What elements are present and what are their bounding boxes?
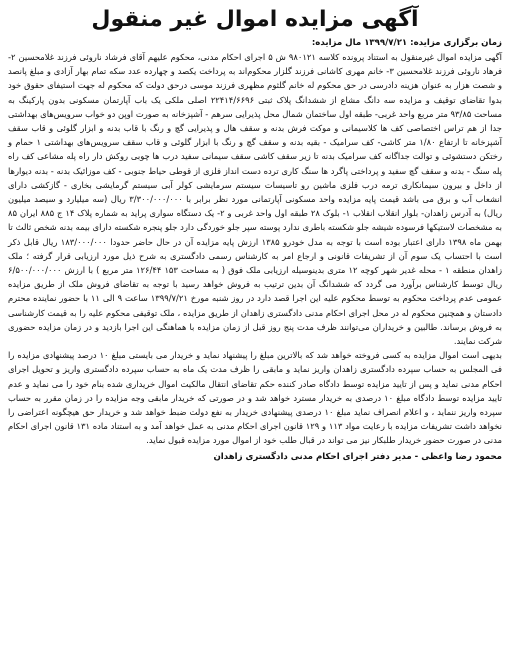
notice-paragraph-main: آگهی مزایده اموال غیرمنقول به استناد پرونده کلاسه ۹۸۰۱۲۱ ش ۵ اجرای احکام مدنی، محکوم علیهم آقای فرشاد ناروئی فرزند غلامحسین ۲- فرهاد ناروئی فرزند غلامحسین ۳- خانم مهری کاشانی فرزند گلزار محکوم‌اند به پرداخت یکصد و چهارده عدد سکه تمام بهار آزادی و مبلغ پانصد و شصت هزار به عنوان هزینه دادرسی در حق محکوم له خانم گلثوم مظهری فرزند موسی درحق دولت که محکوم له جهت استیفای حقوق خود بدوا تقاضای توقیف و مزایده سه دانگ مشاع از ششدانگ پلاک ثبتی ۲۲۴۱۴/۶۶۹۶ اصلی ملکی یک باب آپارتمان مسکونی بدون پارکینگ به مساحت ۹۳/۸۵ متر مربع واحد غربی- طبقه اول ساختمان شمال محل پذیرایی سرهم - آشپزخانه به صورت اوپن دو خواب سرویس‌های بهداشتی جدا از هم تراس اختصاصی کف ها کلاسیمانی و موکت فرش بدنه و سقف هال و پذیرایی گچ و رنگ با قاب بدنه و ابزار گلوئی و قاب سقف آشپزخانه تا ارتفاع ۱/۸۰ متر کاشی- کف سرامیک - بقیه بدنه و سقف گچ و رنگ با ابزار گلوئی و قاب سقف سرویس‌های بهداشتی ۱ حمام و رختکن دستشوئی و توالت جداگانه کف سرامیک بدنه تا زیر سقف کاشی سقف سیمانی سفید درب ها چوبی روکش دار راه پله مشاعی کف راه پله سنگ - بدنه و سقف گچ سفید و پرداختی پاگرد ها سنگ کاری ترده دست انداز فلزی از قوطی حیاط جنوبی - کف موزائیک بدنه - بدنه دیوارها از داخل و بیرون سیمانکاری ترمه درب فلزی ماشین رو تاسیسات سیستم سرمایشی کولر آبی سیستم گرمایشی بخاری - گازکشی دارای انشعاب آب و برق می باشد قیمت پایه مزایده واحد مسکونی آپارتمانی مورد نظر برابر با ۳/۳۰۰/۰۰۰/۰۰۰ ریال (سه میلیارد و سیصد میلیون ریال) به آدرس زاهدان- بلوار انقلاب انقلاب ۱- بلوک ۲۸ طبقه اول واحد غربی و ۲- یک دستگاه سواری پراید به شماره پلاک ۱۴ ج ۸۸۵ ایران ۸۵ به مشخصات لاستیکها فرسوده شیشه جلو شکسته باطری ندارد پوسته سپر جلو خوردگی دارد جلو پنجره شکسته دارای بیمه بدنه شخص ثالث تا بهمن ماه ۱۳۹۸ دارای اعتبار بوده است با توجه به مدل خودرو ۱۳۸۵ ارزش پایه مزایده آن در حال حاضر حدودا ۱۸۳/۰۰۰/۰۰۰ ریال قابل ذکر است با احتساب یک سوم آن از تشریفات قانونی و ارجاع امر به کارشناس رسمی دادگستری به شرح ذیل مورد ارزیابی قرار گرفته ؛ ملک زاهدان منطقه ۱ - محله غدیر شهر کوچه ۱۲ متری بدینوسیله ارزیابی ملک فوق ( به مساحت ۱۵۳ ۱۲۶/۴۴ متر مربع ) با ارزش ۶/۵۰۰/۰۰۰/۰۰۰ ریال توسط کارشناس برآورد می گردد که ششدانگ آن بدین ترتیب به فروش خواهد رسید با توجه به تقاضای فروش ملک از طریق مزایده عمومی عدم پرداخت محکوم به توسط محکوم علیه این اجرا قصد دارد در روز شنبه مورخ ۱۳۹۹/۷/۲۱ ساعت ۹ الی ۱۱ با حضور نماینده محترم دادستان و همچنین محکوم له در محل اجرای احکام مدنی دادگستری زاهدان از طریق مزایده ، ملک توقیفی محکوم علیه را به قیمت کارشناسی به فروش برساند. طالبین و خریداران می‌توانند ظرف مدت پنج روز قبل از زمان مزایده با هماهنگی این اجرا بازدید و در زمان مزایده حضوری شرکت نمایند. [8,52,503,347]
notice-signature: محمود رضا واعظی - مدیر دفتر اجرای احکام مدنی دادگستری زاهدان [213,451,502,462]
notice-paragraph-terms: بدیهی است اموال مزایده به کسی فروخته خواهد شد که بالاترین مبلغ را پیشنهاد نماید و خریدار می بایستی مبلغ ۱۰ درصد پیشنهادی مزایده را فی المجلس به حساب سپرده دادگستری زاهدان واریز نماید و مابقی را ظرف مدت یک ماه به حساب سپرده دادگستری واریز و تحویل اجرای احکام مدنی نماید و پس از تایید مزایده توسط دادگاه صادر کننده حکم تقاضای انتقال مالکیت اموال خریداری شده بنام خود را می نماید و عدم تایید مزایده توسط دادگاه مبلغ ۱۰ درصدی به خریدار مسترد خواهد شد و در صورتی که خریدار مابقی وجه مزایده را در زمان مقرر به حساب سپرده واریز ننماید ، و اعلام انصراف نماید مبلغ ۱۰ درصدی پیشنهادی خریدار به نفع دولت ضبط خواهد شد و خریدار حق هیچگونه اعتراضی را نخواهد داشت تشریفات مزایده با رعایت مواد ۱۱۳ و ۱۲۹ قانون اجرای احکام مدنی به عمل خواهد آمد و به استناد ماده ۱۳۱ قانون اجرای احکام مدنی در صورت حضور خریدار طلبکار نیز می تواند در قبال طلب خود از اموال مورد مزایده قبول نماید. [8,350,503,446]
notice-title: آگهی مزایده اموال غیر منقول [91,7,419,32]
auction-notice [8,6,502,640]
auction-date-line: زمان برگزاری مزایده: ۱۳۹۹/۷/۲۱ مال مزایده: [311,38,502,48]
